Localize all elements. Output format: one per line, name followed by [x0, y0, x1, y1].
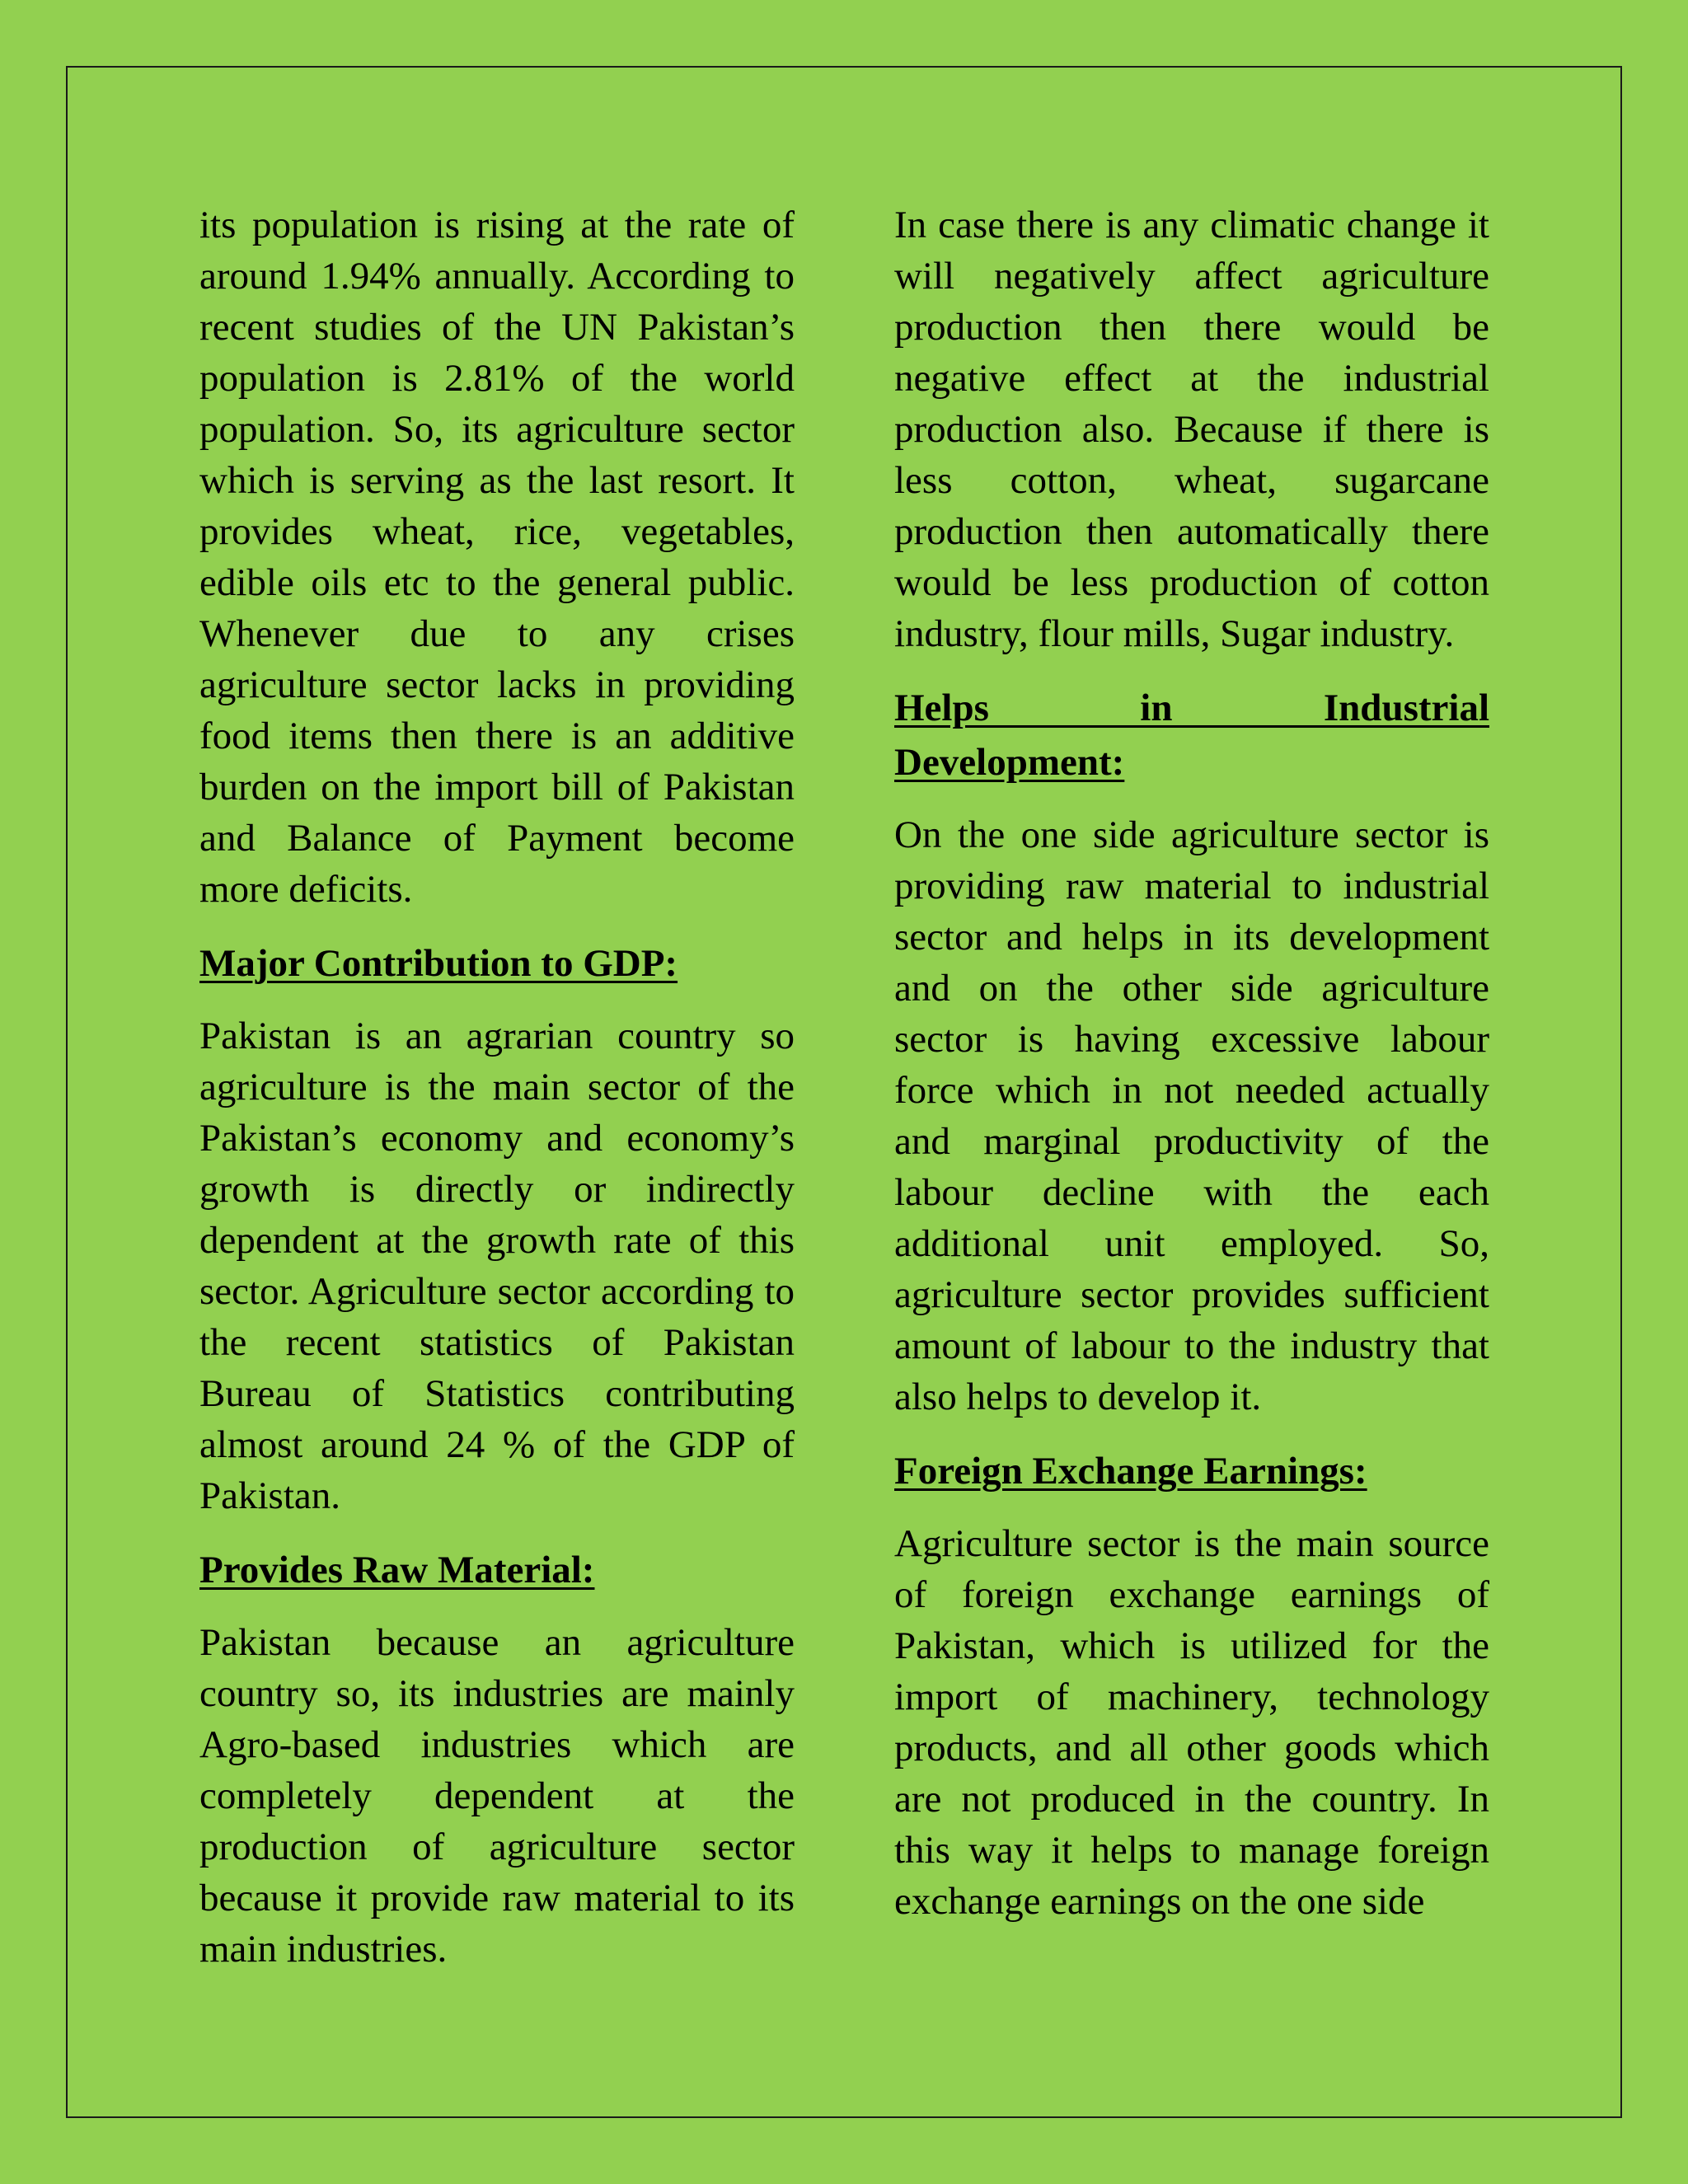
climate-paragraph: In case there is any climatic change it will negatively affect agriculture production then there would be negative effect at the industrial production also. Because if there is less cotton, wheat, sugarcane production then automatically there would be less production of cotton industry, flour mills, Sugar industry. [894, 204, 1489, 655]
foreign-exchange-paragraph: Agriculture sector is the main source of foreign exchange earnings of Pakistan, which is utilized for the import of machinery, technology products, and all other goods which are not produced in the country. In this way it helps to manage foreign exchange earnings on the one side [894, 1522, 1489, 1923]
gdp-paragraph: Pakistan is an agrarian country so agriculture is the main sector of the Pakistan’s economy and economy’s growth is directly or indirectly dependent at the growth rate of this sector. Agriculture sector according to the recent statistics of Pakistan Bureau of Statistics contributing almost around 24 % of the GDP of Pakistan. [199, 1015, 795, 1517]
left-column [199, 199, 795, 1975]
gdp-heading: Major Contribution to GDP: [199, 942, 678, 985]
raw-material-heading: Provides Raw Material: [199, 1549, 595, 1591]
industrial-paragraph: On the one side agriculture sector is providing raw material to industrial sector and helps in its development and on the other side agriculture sector is having excessive labour force which in not needed actually and marginal productivity of the labour decline with the each additional unit employed. So, agriculture sector provides sufficient amount of labour to the industry that also helps to develop it. [894, 813, 1489, 1418]
intro-paragraph: its population is rising at the rate of around 1.94% annually. According to recent studies of the UN Pakistan’s population is 2.81% of the world population. So, its agriculture sector which is serving as the last resort. It provides wheat, rice, vegetables, edible oils etc to the general public. Whenever due to any crises agriculture sector lacks in providing food items then there is an additive burden on the import bill of Pakistan and Balance of Payment become more deficits. [199, 204, 795, 911]
industrial-heading-line-1: Helps in Industrial [894, 687, 1489, 729]
raw-material-paragraph: Pakistan because an agriculture country so, its industries are mainly Agro-based industries which are completely dependent at the production of agriculture sector because it provide raw material to its main industries. [199, 1621, 795, 1971]
foreign-exchange-heading: Foreign Exchange Earnings: [894, 1450, 1367, 1493]
right-column [894, 199, 1489, 1927]
industrial-heading-line-2: Development: [894, 741, 1125, 784]
industrial-development-heading [894, 681, 1489, 790]
